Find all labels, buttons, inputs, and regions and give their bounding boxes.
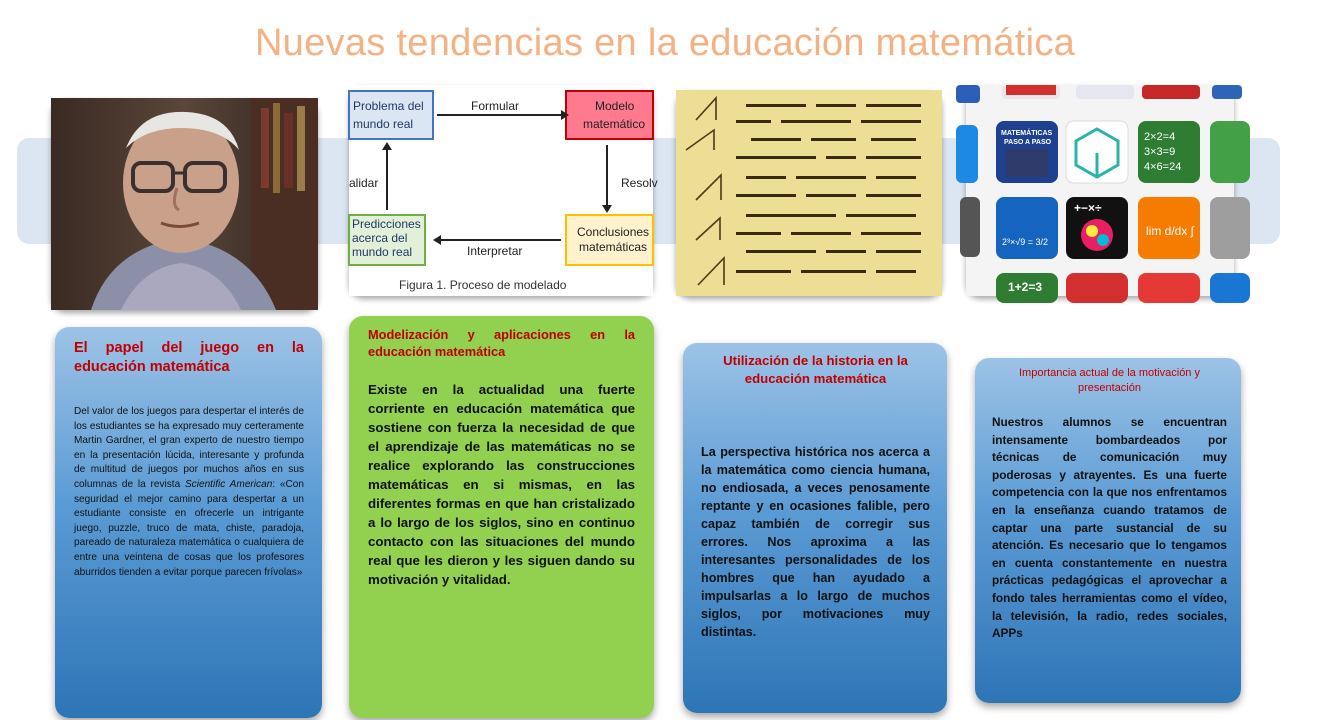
diagram-arrow-interpretar: Interpretar <box>467 244 523 258</box>
card-historia-body: La perspectiva histórica nos acerca a la matemática como ciencia humana, no endiosada, a veces penosamente reptante y en ocasiones falible, pero capaz también de corregir sus errores. Nos aproxima a las interesantes personalidades de los hombres que han ayudado a impulsarlas a lo largo de muchos siglos, por motivaciones muy distintas. <box>701 445 930 639</box>
app5-label: lim d/dx ∫ <box>1146 224 1194 238</box>
svg-text:acerca del <box>352 231 407 245</box>
diagram-caption: Figura 1. Proceso de modelado <box>399 278 567 292</box>
card-motivacion-heading: Importancia actual de la motivación y presentación <box>1019 367 1200 394</box>
diagram-label-resolver: Resolv <box>621 176 658 190</box>
app2-line1: 2×2=4 <box>1144 131 1176 143</box>
app2-line2: 3×3=9 <box>1144 146 1176 158</box>
card-juego-body-text: Del valor de los juegos para despertar el interés de los estudiantes se ha expresado muy certeramente Martin Gardner, el gran experto de nuestro tiempo en la presentación lúcida, interesante y profunda de multitud de juegos por muchos años en sus columnas de la revista <box>74 406 304 490</box>
svg-text:matemáticas <box>579 240 647 254</box>
app1-line2: PASO A PASO <box>1004 139 1052 146</box>
card-modelizacion <box>349 316 654 718</box>
diagram-box3-line1: Predicciones <box>352 217 421 231</box>
svg-text:Problema del <box>353 99 424 113</box>
diagram-box2-line2: matemático <box>583 117 646 131</box>
diagram-box4-line2: matemáticas <box>579 240 648 254</box>
modeling-diagram-image <box>349 85 658 296</box>
card-motivacion-body: Nuestros alumnos se encuentran intensamente bombardeados por técnicas de comunicación muy poderosas y atrayentes. Es una fuerte competencia con la que nos enfrentamos en la enseñanza cuando tratamos de captar una parte sustancial de su atención. Es necesario que lo tengamos en cuenta constantemente en nuestra prácticas pedagógicas el aprovechar a fondo tales herramientas como el vídeo, la televisión, la radio, redes sociales, APPs <box>992 415 1227 641</box>
historical-papyrus-image <box>676 90 942 296</box>
card-juego-body-italic: Scientific American <box>184 478 273 490</box>
card-juego-body-tail: : «Con seguridad el mejor camino para despertar a un estudiante consiste en ofrecerle un intrigante juego, puzzle, truco de mata, chiste, paradoja, pareado de naturaleza matemática o cualquiera de entre una veintena de cosas que los profesores aburridos tienden a evitar porque parecen frívolas» <box>74 478 304 578</box>
svg-text:Modelo <box>595 99 635 113</box>
svg-text:matemático <box>583 117 645 131</box>
math-apps-image <box>966 85 1234 296</box>
diagram-box1-line2: mundo real <box>353 117 414 131</box>
diagram-arrow-formular: Formular <box>471 99 520 113</box>
card-juego-body <box>74 405 304 580</box>
card-historia <box>683 343 947 713</box>
svg-text:mundo real <box>353 117 413 131</box>
app6-label: 1+2=3 <box>1008 280 1043 294</box>
card-modelizacion-heading: Modelización y aplicaciones en la educación matemática <box>368 327 635 359</box>
svg-text:mundo real <box>352 245 412 259</box>
app1-line1: MATEMÁTICAS <box>1001 130 1053 137</box>
app2-line3: 4×6=24 <box>1144 161 1182 173</box>
card-juego <box>55 327 322 718</box>
card-motivacion <box>975 358 1241 703</box>
diagram-box3-line2: acerca del <box>352 231 408 245</box>
svg-text:Predicciones <box>352 217 421 231</box>
portrait-photo <box>51 98 318 310</box>
diagram-box3-line3: mundo real <box>352 245 413 259</box>
diagram-box2-line1: Modelo <box>595 99 635 113</box>
diagram-label-validar: alidar <box>349 176 379 190</box>
slide-title: Nuevas tendencias en la educación matemática <box>254 22 1076 64</box>
app3-label: +−×÷ <box>1074 201 1102 215</box>
card-historia-heading: Utilización de la historia en la educación matemática <box>723 353 908 386</box>
diagram-box4-line1: Conclusiones <box>577 225 650 239</box>
diagram-box1-line1: Problema del <box>353 99 424 113</box>
card-modelizacion-body: Existe en la actualidad una fuerte corriente en educación matemática que sostiene con fuerza la necesidad de que el aprendizaje de las matemáticas no se realice explorando las construcciones matemáticas en si mismas, en las diferentes formas en que han cristalizado a lo largo de los siglos, sino en continuo contacto con las situaciones del mundo real que les dieron y les siguen dando su motivación y vitalidad. <box>368 382 635 587</box>
card-juego-heading: El papel del juego en la educación matemática <box>74 340 304 375</box>
svg-text:Conclusiones <box>577 225 649 239</box>
app4-label: 2³×√9 = 3/2 <box>1002 237 1048 247</box>
